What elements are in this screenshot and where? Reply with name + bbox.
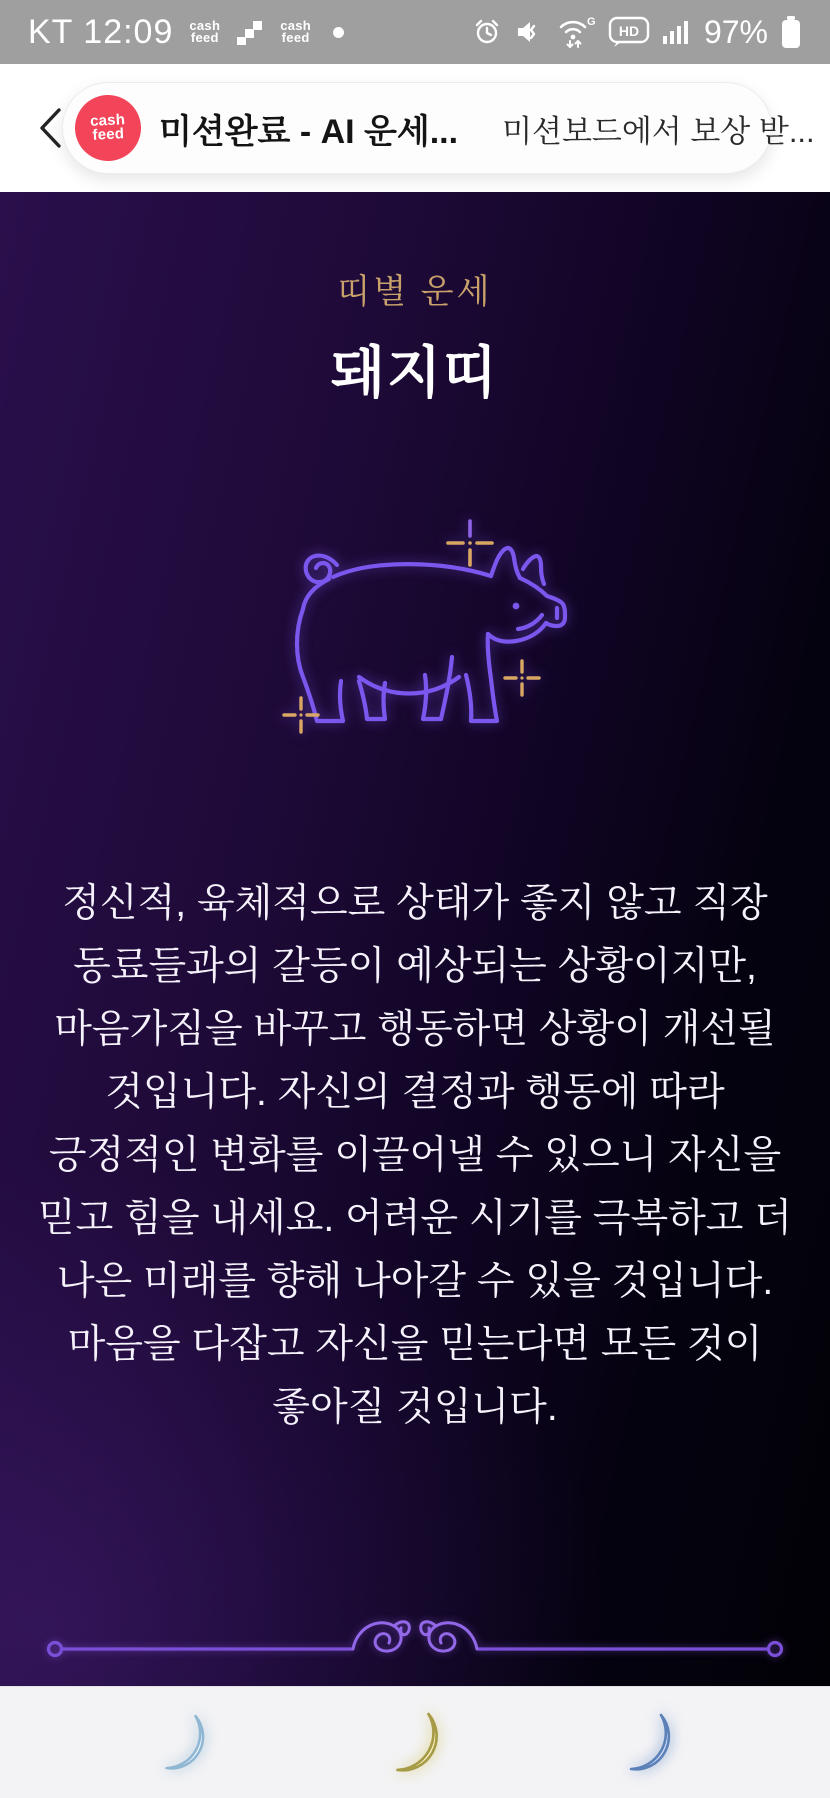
notification-preview: 미션보드에서 보상 받...	[502, 113, 815, 149]
mute-vibrate-icon	[514, 17, 544, 47]
sparkle-icon	[505, 661, 539, 695]
fortune-text	[20, 872, 810, 1439]
wifi-icon	[556, 15, 596, 49]
fortune-line: 마음가짐을 바꾸고 행동하면 상황이 개선될	[54, 1008, 776, 1051]
footer-bar	[0, 1686, 830, 1798]
fortune-line: 나은 미래를 향해 나아갈 수 있을 것입니다.	[56, 1260, 774, 1303]
fortune-line: 긍정적인 변화를 이끌어낼 수 있으니 자신을	[48, 1134, 782, 1177]
cashfeed-notification-icon-2: cash feed	[280, 18, 312, 45]
zodiac-illustration	[245, 515, 585, 750]
header-bar	[0, 64, 830, 192]
fortune-line: 믿고 힘을 내세요. 어려운 시기를 극복하고 더	[38, 1197, 792, 1240]
carrier-time-text: KT 12:09	[28, 12, 174, 51]
sparkle-icon	[448, 521, 492, 565]
alarm-icon	[472, 17, 502, 47]
fortune-line: 정신적, 육체적으로 상태가 좋지 않고 직장	[62, 882, 768, 925]
fortune-line: 것입니다. 자신의 결정과 행동에 따라	[105, 1071, 725, 1114]
fortune-category-label: 띠별 운세	[337, 274, 493, 311]
crescent-moon-pale-blue-icon	[155, 1709, 209, 1777]
zodiac-title: 돼지띠	[330, 341, 500, 404]
crescent-moon-blue-icon	[619, 1708, 675, 1778]
cashfeed-logo: cash feed	[73, 93, 142, 162]
cashfeed-notification-icon: cash feed	[189, 18, 221, 45]
fortune-line: 마음을 다잡고 자신을 믿는다면 모든 것이	[67, 1323, 763, 1366]
notification-title: 미션완료 - AI 운세...	[159, 112, 459, 151]
hd-badge-icon	[608, 16, 650, 48]
back-button[interactable]	[30, 104, 70, 152]
battery-percent-text: 97%	[703, 13, 768, 50]
svg-text:G: G	[586, 16, 596, 28]
status-bar	[0, 0, 830, 64]
fortune-line: 좋아질 것입니다.	[272, 1386, 558, 1429]
fortune-line: 동료들과의 갈등이 예상되는 상황이지만,	[73, 945, 757, 988]
ornamental-divider	[45, 1611, 785, 1680]
stairs-app-icon	[236, 18, 264, 46]
crescent-moon-yellow-icon	[385, 1707, 443, 1779]
signal-strength-icon	[662, 18, 692, 46]
notification-banner[interactable]	[62, 82, 815, 174]
chevron-left-icon	[37, 106, 63, 150]
notification-dot-icon	[333, 27, 344, 38]
pig-neon-icon	[245, 515, 585, 745]
fortune-panel	[0, 192, 830, 1686]
svg-text:HD: HD	[618, 23, 640, 39]
battery-icon	[780, 15, 802, 49]
